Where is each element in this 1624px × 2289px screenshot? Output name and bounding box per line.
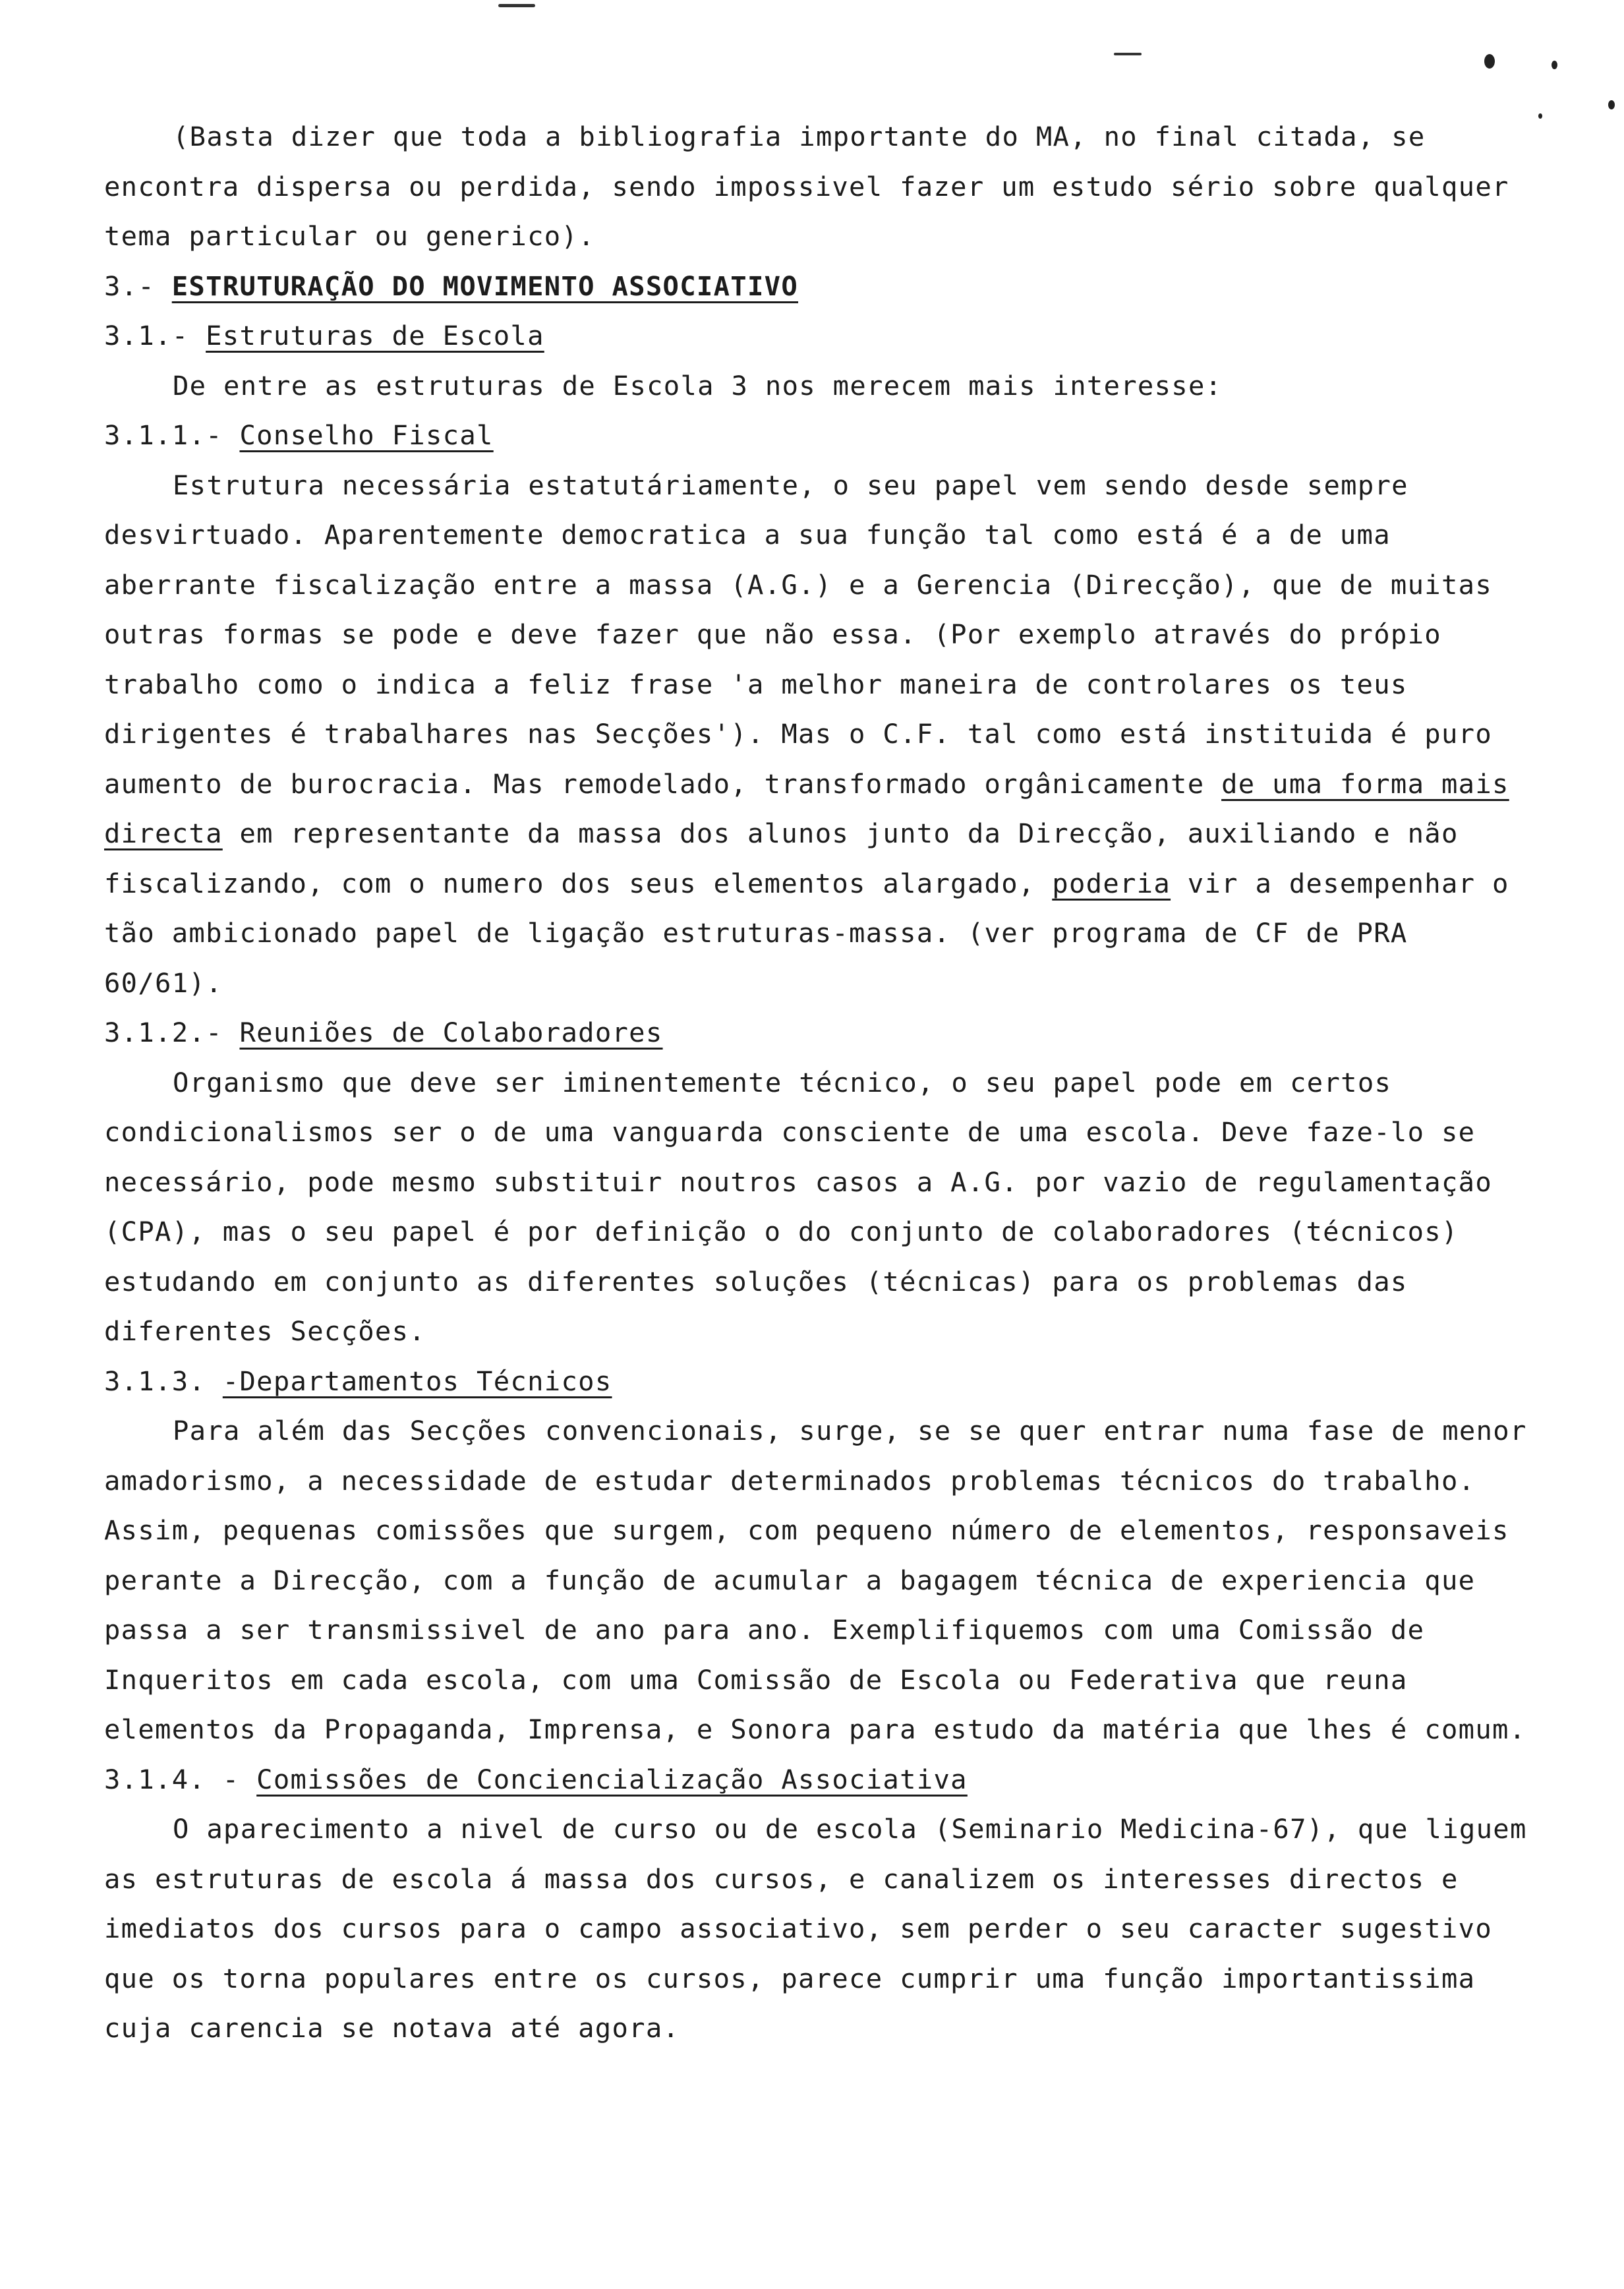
section-number: 3.1.3. — [104, 1365, 223, 1397]
subsection-3-1-2-body: Organismo que deve ser iminentemente técnico, o seu papel pode em certos condicionalismos ser o de uma vanguarda consciente de uma escola. Deve faze-lo se necessário, pode mesmo substituir noutros casos a A.G. por vazio de regulamentação (CPA), mas o seu papel é por definição o do conjunto de colaboradores (técnicos) estudando em conjunto as diferentes soluções (técnicas) para os problemas das diferentes Secções. — [104, 1066, 1493, 1347]
paragraph-text: em representante da massa dos alunos junto da Direcção, auxiliando e não fiscalizando, com o numero dos seus elementos alargado, — [104, 818, 1459, 899]
scan-mark-top-center — [498, 4, 535, 7]
section-title: Estruturas de Escola — [206, 320, 544, 351]
section-title: -Departamentos Técnicos — [222, 1365, 612, 1397]
subsection-3-1-1-heading — [104, 411, 1528, 461]
subsection-3-1-4-body: O aparecimento a nivel de curso ou de escola (Seminario Medicina-67), que liguem as estruturas de escola á massa dos cursos, e canalizem os interesses directos e imediatos dos cursos para o campo associativo, sem perder o seu caracter sugestivo que os torna populares entre os cursos, parece cumprir uma função importantissima cuja carencia se notava até agora. — [104, 1813, 1527, 2044]
scan-dot — [1608, 100, 1615, 109]
section-title: Conselho Fiscal — [239, 419, 494, 451]
section-3-1-intro: De entre as estruturas de Escola 3 nos merecem mais interesse: — [173, 369, 1223, 401]
underlined-word: poderia — [1052, 867, 1171, 899]
subsection-3-1-1-body — [104, 461, 1528, 1009]
section-number: 3.1.1.- — [104, 419, 240, 451]
paragraph-text: Estrutura necessária estatutáriamente, o seu papel vem sendo desde sempre desvirtuado. Aparentemente democratica a sua função tal como está é a de uma aberrante fiscalização entre a massa (A.G.) e a Gerencia (Direcção), que de muitas outras formas se pode e deve fazer que não essa. (Por exemplo através do própio trabalho como o indica a feliz frase 'a melhor maneira de controlares os teus dirigentes é trabalhares nas Secções'). Mas o C.F. tal como está instituida é puro aumento de burocracia. Mas remodelado, transformado orgânicamente — [104, 469, 1493, 800]
underlined-phrase: de uma forma mais directa — [104, 767, 1509, 849]
section-title: Comissões de Conciencialização Associativa — [256, 1763, 968, 1795]
section-title: Reuniões de Colaboradores — [239, 1017, 663, 1048]
section-number: 3.- — [104, 270, 172, 302]
scan-dot — [1552, 61, 1557, 69]
section-number: 3.1.- — [104, 320, 206, 351]
subsection-3-1-3-heading — [104, 1357, 1528, 1407]
intro-paragraph: (Basta dizer que toda a bibliografia importante do MA, no final citada, se encontra dispersa ou perdida, sendo impossivel fazer um estudo sério sobre qualquer tema particular ou generico). — [104, 121, 1509, 252]
scan-dot — [1484, 54, 1495, 69]
section-number: 3.1.2.- — [104, 1017, 240, 1048]
subsection-3-1-2-heading — [104, 1008, 1528, 1058]
paragraph-text: vir a desempenhar o tão ambicionado papel de ligação estruturas-massa. (ver programa de CF de PRA 60/61). — [104, 867, 1509, 999]
section-number: 3.1.4. - — [104, 1763, 257, 1795]
section-title: ESTRUTURAÇÃO DO MOVIMENTO ASSOCIATIVO — [171, 270, 799, 302]
section-3-1-heading — [104, 311, 1528, 361]
scan-mark-top-right — [1114, 53, 1142, 55]
document-body — [104, 112, 1528, 2054]
subsection-3-1-3-body: Para além das Secções convencionais, surge, se se quer entrar numa fase de menor amadorismo, a necessidade de estudar determinados problemas técnicos do trabalho. Assim, pequenas comissões que surgem, com pequeno número de elementos, responsaveis perante a Direcção, com a função de acumular a bagagem técnica de experiencia que passa a ser transmissivel de ano para ano. Exemplifiquemos com uma Comissão de Inqueritos em cada escola, com uma Comissão de Escola ou Federativa que reuna elementos da Propaganda, Imprensa, e Sonora para estudo da matéria que lhes é comum. — [104, 1415, 1527, 1745]
section-3-heading — [104, 262, 1528, 312]
subsection-3-1-4-heading — [104, 1755, 1528, 1805]
scan-dot — [1538, 113, 1542, 119]
